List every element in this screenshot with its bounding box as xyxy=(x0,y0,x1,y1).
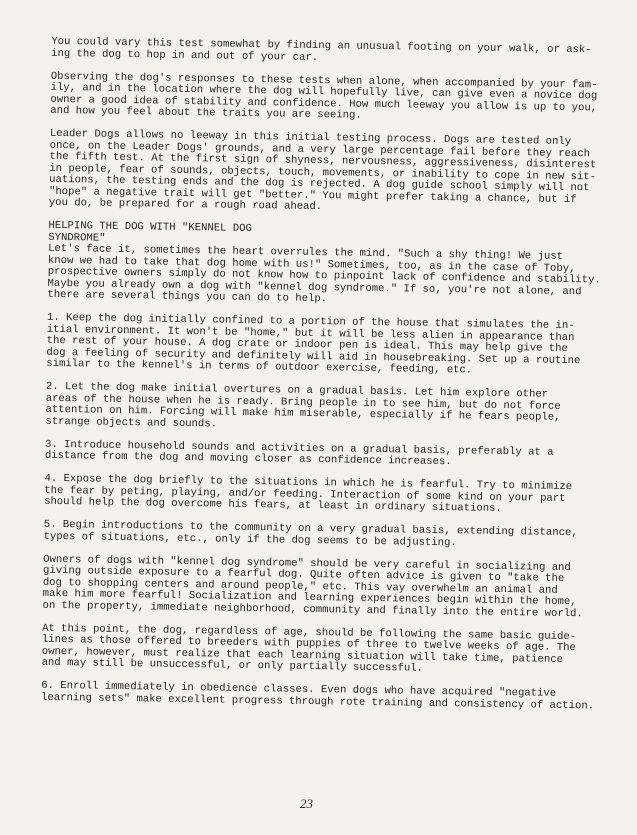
paragraph-at-this-point: At this point, the dog, regardless of age, should be following the same basic guide- lines as those offered to breeders with puppies of three to twelve weeks of age. The owner, however, must realize that each learning situation will take time, patience and may still be unsuccessful, or only partially successful. xyxy=(41,622,577,675)
paragraph-owners-caution: Owners of dogs with "kennel dog syndrome" should be very careful in socializing and giving outside exposure to a fearful dog. Quite often advice is given to "take the dog to shopping centers and around people," etc. This vay overwhelm an animal and make him more fearful! Socialization and learning experiences begin within the home, on the property, immediate neighborhood, community and finally into the entire world. xyxy=(42,553,583,620)
section-heading: HELPING THE DOG WITH "KENNEL DOG SYNDROME" xyxy=(48,219,252,245)
paragraph-leader-dogs: Leader Dogs allows no leeway in this initial testing process. Dogs are tested only once, on the Leader Dogs' grounds, and a very large percentage fail before they reach the fifth test. At the first sign of shyness, nervousness, aggressiveness, disinterest in people, fear of sounds, objects, touch, movements, or inability to cope in new sit- uations, the testing ends and the dog is rejected. A dog guide school simply will not "hope" a negative trait will get "better." You might prefer taking a chance, but if you do, be prepared for a rough road ahead. xyxy=(48,127,597,214)
list-item-5: 5. Begin introductions to the community on a very gradual basis, extending distance, types of situations, etc., only if the dog seems to be adjusting. xyxy=(43,518,578,549)
paragraph-observing-responses: Observing the dog's responses to these tests when alone, when accompanied by your fam- ily, and in the location where the dog will hopefully live, can give even a novice dog owner a good idea of stability and confidence. How much leeway you allow is up to you, and how you feel about the traits you are seeing. xyxy=(50,70,598,122)
page-number: 23 xyxy=(300,796,313,811)
paragraph-footing-test: You could vary this test somewhat by finding an unusual footing on your walk, or ask- ing the dog to hop in and out of your car. xyxy=(51,35,592,64)
list-item-3: 3. Introduce household sounds and activities on a gradual basis, preferably at a distance from the dog and moving closer as confidence increases. xyxy=(44,438,554,469)
list-item-1: 1. Keep the dog initially confined to a portion of the house that simulates the in- itial environment. It won't be "home," but it will be less alien in appearance than the rest of your house. A dog crate or indoor pen is ideal. This may help give the dog a feeling of security and definitely will aid in housebreaking. Set up a routine similar to the kennel's in terms of outdoor exercise, feeding, etc. xyxy=(46,311,581,377)
list-item-4: 4. Expose the dog briefly to the situations in which he is fearful. Try to minimize the fear by peting, playing, and/or feeding. Interaction of some kind on your part should help the dog overcome his fears, at least in ordinary situations. xyxy=(44,472,573,515)
paragraph-heart-overrules: Let's face it, sometimes the heart overrules the mind. "Such a shy thing! We just know we had to take that dog home with us!" Sometimes, too, as in the case of Toby, prospective owners simply do not know how to pinpoint lack of confidence and stability. Maybe you already own a dog with "kennel dog syndrome." If so, you're not alone, and there are several things you can do to help. xyxy=(47,242,601,306)
list-item-6: 6. Enroll immediately in obedience classes. Even dogs who have acquired "negative learning sets" make excellent progress through rote training and consistency of action. xyxy=(40,679,595,712)
list-item-2: 2. Let the dog make initial overtures on a gradual basis. Let him explore other areas of the house when he is ready. Bring people in to see him, but do not force attention on him. Forcing will make him miserable, especially if he fears people, strange objects and sounds. xyxy=(45,380,561,430)
